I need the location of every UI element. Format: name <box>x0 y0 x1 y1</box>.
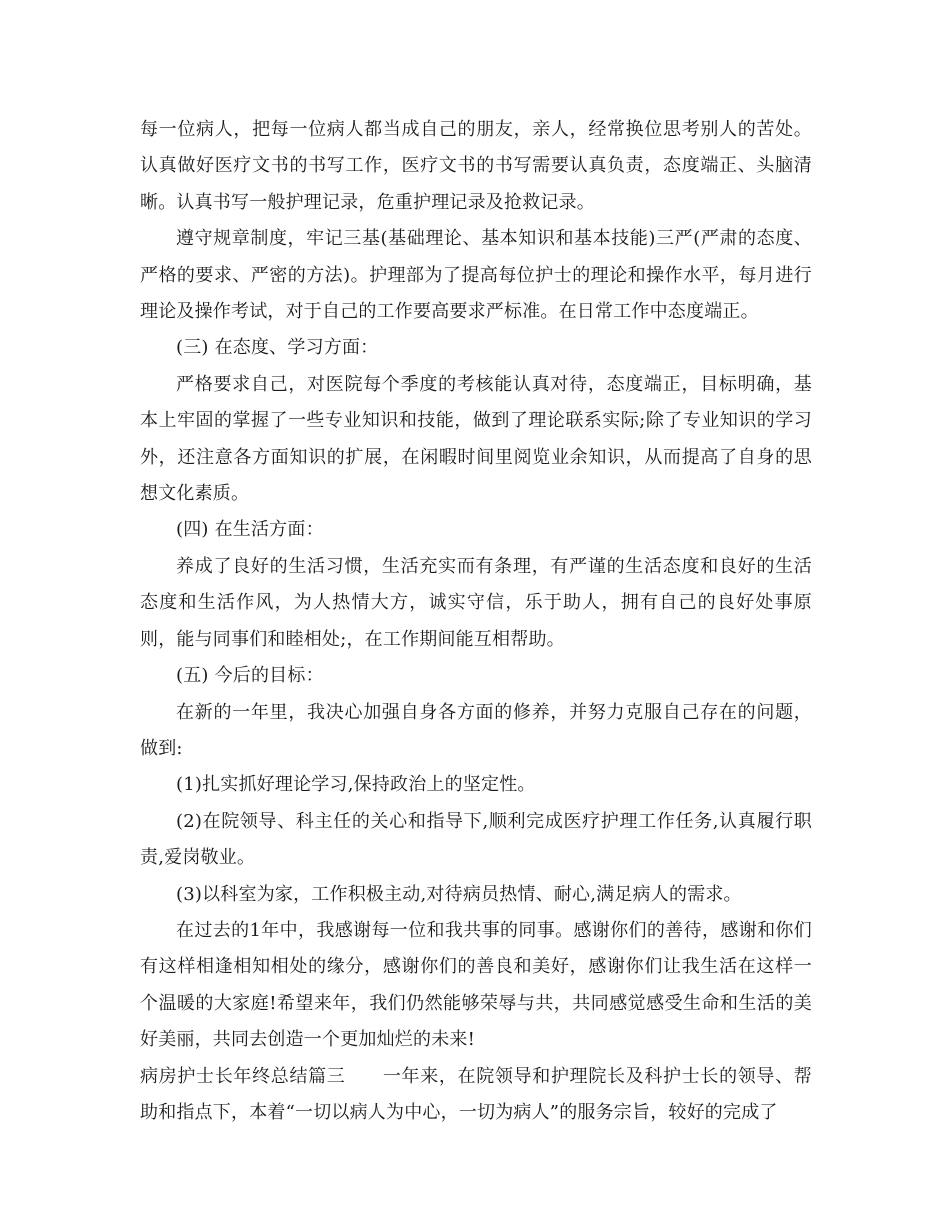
paragraph: 在新的一年里，我决心加强自身各方面的修养，并努力克服自己存在的问题，做到: <box>140 701 812 759</box>
paragraph: 养成了良好的生活习惯，生活充实而有条理，有严谨的生活态度和良好的生活态度和生活作风，为人热情大方，诚实守信，乐于助人，拥有自己的良好处事原则，能与同事们和睦相处;，在工作期间能互相帮助。 <box>140 555 812 650</box>
paragraph: 在过去的1年中，我感谢每一位和我共事的同事。感谢你们的善待，感谢和你们有这样相逢相知相处的缘分，感谢你们的善良和美好，感谢你们让我生活在这样一个温暖的大家庭!希望来年，我们仍然能够荣辱与共，共同感觉感受生命和生活的美好美丽，共同去创造一个更加灿烂的未来! <box>140 919 812 1051</box>
paragraph: 病房护士长年终总结篇三 一年来，在院领导和护理院长及科护士长的领导、帮助和指点下，本着“一切以病人为中心，一切为病人”的服务宗旨，较好的完成了 <box>140 1065 812 1123</box>
section-heading: (五) 今后的目标： <box>176 665 324 687</box>
list-item: (3)以科室为家，工作积极主动,对待病员热情、耐心,满足病人的需求。 <box>176 883 742 905</box>
list-item: (2)在院领导、科主任的关心和指导下,顺利完成医疗护理工作任务,认真履行职责,爱岗敬业。 <box>140 810 812 869</box>
paragraph: 每一位病人，把每一位病人都当成自己的朋友，亲人，经常换位思考别人的苦处。认真做好医疗文书的书写工作，医疗文书的书写需要认真负责，态度端正、头脑清晰。认真书写一般护理记录，危重护理记录及抢救记录。 <box>140 119 812 213</box>
list-item: (1)扎实抓好理论学习,保持政治上的坚定性。 <box>176 774 536 796</box>
document-body <box>140 112 812 1131</box>
paragraph: 严格要求自己，对医院每个季度的考核能认真对待，态度端正，目标明确，基本上牢固的掌握了一些专业知识和技能，做到了理论联系实际;除了专业知识的学习外，还注意各方面知识的扩展，在闲暇时间里阅览业余知识，从而提高了自身的思想文化素质。 <box>140 373 812 505</box>
section-heading: (四) 在生活方面： <box>176 519 324 541</box>
section-heading: (三) 在态度、学习方面： <box>176 337 379 359</box>
paragraph: 遵守规章制度，牢记三基(基础理论、基本知识和基本技能)三严(严肃的态度、严格的要求、严密的方法)。护理部为了提高每位护士的理论和操作水平，每月进行理论及操作考试，对于自己的工作要高要求严标准。在日常工作中态度端正。 <box>140 228 812 323</box>
